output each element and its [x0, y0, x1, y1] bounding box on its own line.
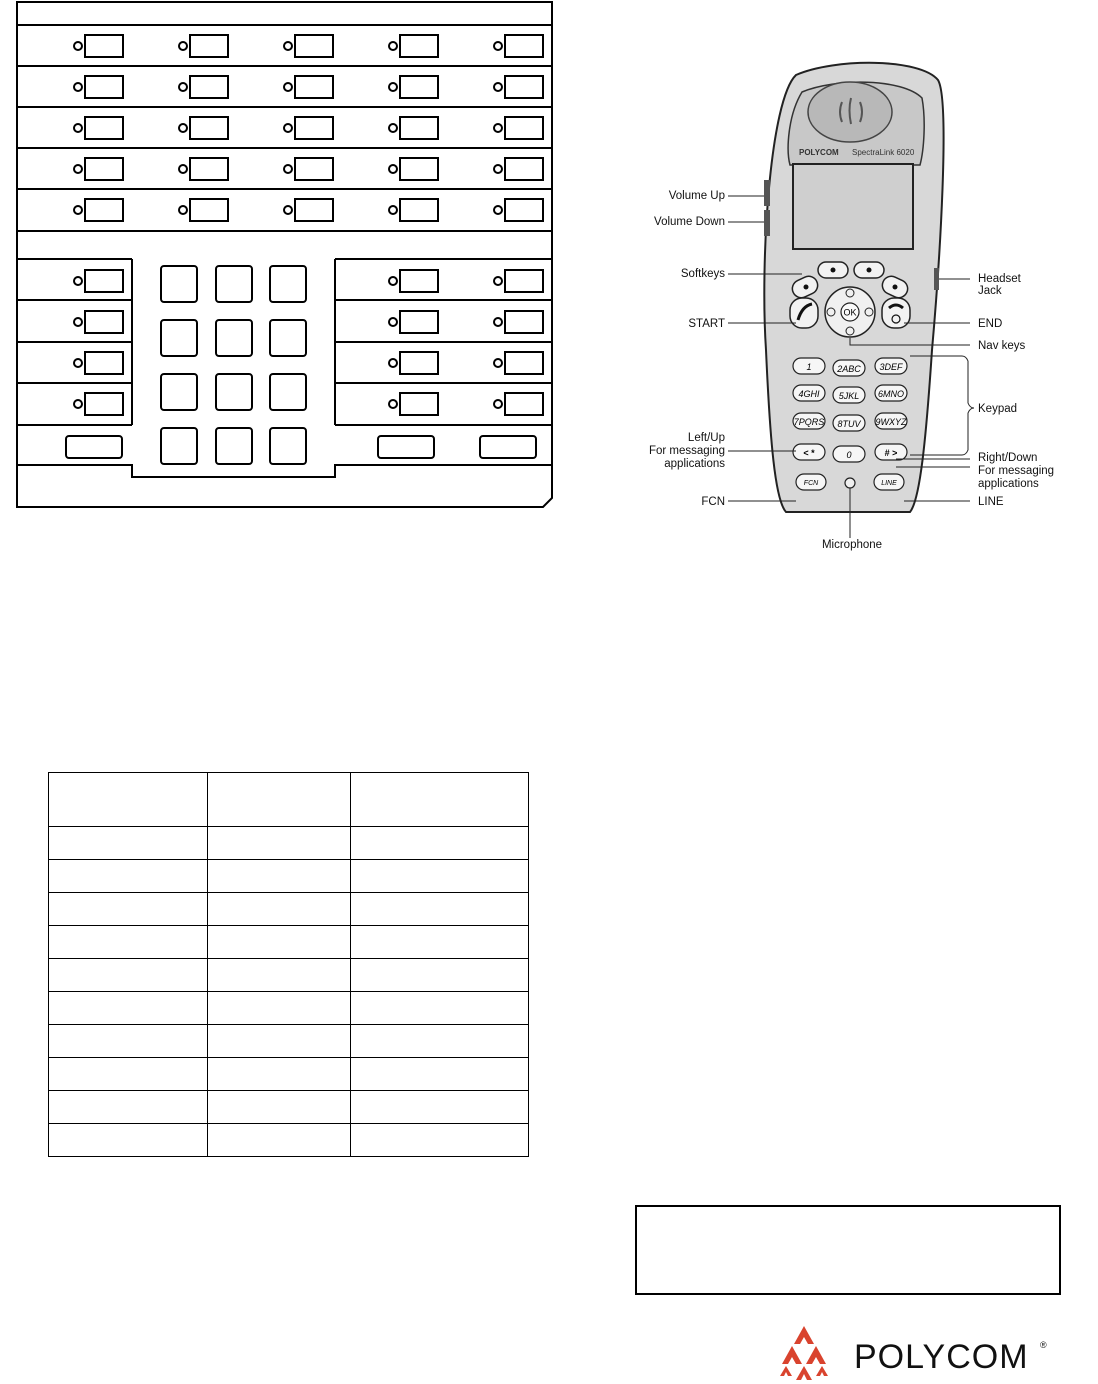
- callout-fcn: FCN: [701, 496, 725, 508]
- svg-text:7PQRS: 7PQRS: [793, 417, 825, 427]
- callout-left-up: Left/Up: [687, 432, 725, 444]
- table-row: [49, 1124, 529, 1157]
- callout-softkeys: Softkeys: [680, 268, 725, 280]
- svg-text:For messaging: For messaging: [978, 465, 1055, 477]
- callout-headset: Headset: [978, 273, 1021, 285]
- button-template-diagram: [0, 0, 570, 520]
- table-row: [49, 926, 529, 959]
- table-row: [49, 827, 529, 860]
- svg-text:Jack: Jack: [978, 285, 1002, 297]
- table-row: [49, 1025, 529, 1058]
- table-row: [49, 860, 529, 893]
- table-row: [49, 1058, 529, 1091]
- svg-text:# >: # >: [884, 448, 898, 458]
- callout-line: LINE: [978, 496, 1004, 508]
- volume-down-button: [764, 210, 770, 236]
- polycom-logo: [778, 1322, 1078, 1384]
- phone-brand: POLYCOM: [799, 148, 839, 157]
- svg-text:3DEF: 3DEF: [879, 362, 903, 372]
- table-row: [49, 1091, 529, 1124]
- ok-label: OK: [843, 307, 857, 318]
- polycom-wordmark: POLYCOM: [854, 1338, 1029, 1376]
- svg-text:5JKL: 5JKL: [838, 391, 860, 401]
- polycom-logo-mark: [780, 1326, 828, 1380]
- svg-text:LINE: LINE: [881, 480, 897, 487]
- svg-text:FCN: FCN: [803, 480, 819, 487]
- svg-text:2ABC: 2ABC: [837, 364, 861, 374]
- table-row: [49, 992, 529, 1025]
- callout-volume-up: Volume Up: [668, 190, 725, 202]
- table-row: [49, 893, 529, 926]
- svg-text:4GHI: 4GHI: [798, 389, 820, 399]
- svg-text:8TUV: 8TUV: [837, 419, 861, 429]
- handset-diagram: [620, 60, 1090, 560]
- microphone-port: [845, 478, 855, 488]
- svg-text:1: 1: [806, 362, 812, 372]
- display-screen: [793, 164, 913, 249]
- svg-text:applications: applications: [978, 478, 1039, 490]
- svg-text:9WXYZ: 9WXYZ: [875, 417, 907, 427]
- callout-microphone: Microphone: [821, 539, 883, 551]
- svg-text:< *: < *: [803, 448, 815, 458]
- svg-text:6MNO: 6MNO: [877, 389, 905, 399]
- headset-jack: [934, 268, 939, 290]
- svg-text:0: 0: [846, 450, 852, 460]
- note-box: [635, 1205, 1061, 1295]
- svg-text:For messaging: For messaging: [648, 445, 725, 457]
- callout-right-down: Right/Down: [978, 452, 1038, 464]
- callout-end: END: [978, 318, 1003, 330]
- registered-mark: ®: [1040, 1340, 1047, 1350]
- table-header-row: [49, 773, 529, 827]
- callout-volume-down: Volume Down: [654, 216, 725, 228]
- phone-model: SpectraLink 6020: [852, 148, 915, 157]
- table-row: [49, 959, 529, 992]
- volume-up-button: [764, 180, 770, 206]
- callout-nav-keys: Nav keys: [978, 340, 1026, 352]
- blank-directory-table: [48, 772, 529, 1157]
- svg-text:applications: applications: [664, 458, 725, 470]
- callout-start: START: [688, 318, 725, 330]
- callout-keypad: Keypad: [978, 403, 1018, 415]
